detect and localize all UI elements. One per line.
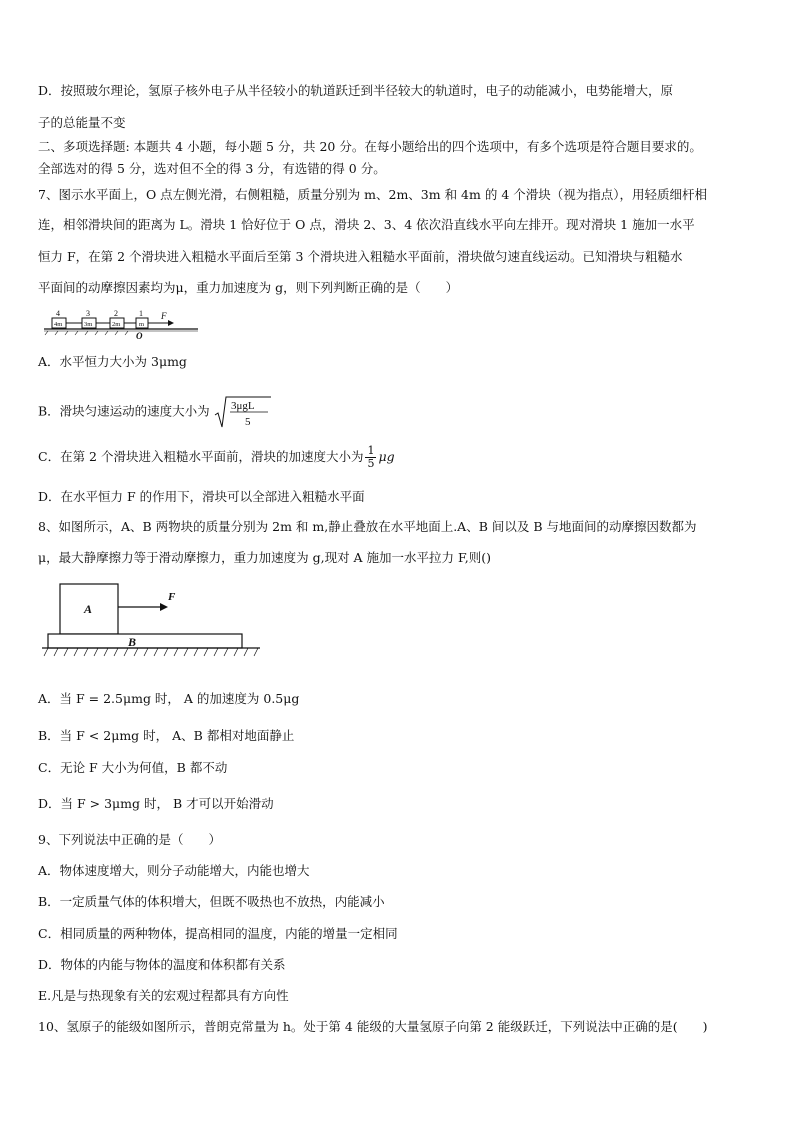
- q8-stem-line2: μ，最大静摩擦力等于滑动摩擦力，重力加速度为 g,现对 A 施加一水平拉力 F,则(): [38, 550, 491, 565]
- q9-option-d: D．物体的内能与物体的温度和体积都有关系: [38, 957, 286, 972]
- q7-stem-line1: 7、图示水平面上，O 点左侧光滑，右侧粗糙，质量分别为 m、2m、3m 和 4m 的 4 个滑块（视为指点），用轻质细杆相: [38, 187, 707, 202]
- q8-fig-force-label: F: [168, 591, 176, 603]
- q7-figure: [40, 307, 200, 341]
- q7-fig-force-label: F: [161, 311, 167, 321]
- q7-fig-box-4m: 4m: [54, 321, 63, 328]
- q7-option-c-unit: μg: [378, 449, 395, 464]
- q7-fig-origin-label: O: [136, 331, 143, 341]
- section2-instructions-line2: 全部选对的得 5 分，选对但不全的得 3 分，有选错的得 0 分。: [38, 161, 386, 176]
- q7-option-b-text: B．滑块匀速运动的速度大小为: [38, 403, 210, 419]
- q8-stem-line1: 8、如图所示，A、B 两物块的质量分别为 2m 和 m,静止叠放在水平地面上.A、B 间以及 B 与地面间的动摩擦因数都为: [38, 519, 697, 534]
- q7-fig-box-3m: 3m: [84, 321, 93, 328]
- q8-option-d: D．当 F > 3μmg 时， B 才可以开始滑动: [38, 796, 274, 811]
- q7-option-b: [38, 395, 272, 429]
- q8-figure: [42, 578, 264, 664]
- q7-option-c-fraction: [365, 445, 376, 470]
- q8-fig-block-a-label: A: [84, 602, 93, 616]
- q7-option-d: D．在水平恒力 F 的作用下，滑块可以全部进入粗糙水平面: [38, 489, 365, 504]
- q7-fig-box-m: m: [139, 321, 145, 328]
- q9-stem: 9、下列说法中正确的是（ ）: [38, 832, 221, 847]
- q7-option-c: [38, 442, 395, 472]
- q6-option-d-line2: 子的总能量不变: [38, 115, 126, 130]
- q7-option-a: A．水平恒力大小为 3μmg: [38, 354, 187, 369]
- q7-option-c-numerator: 1: [367, 444, 375, 457]
- section2-instructions-line1: 二、多项选择题: 本题共 4 小题，每小题 5 分，共 20 分。在每小题给出的四个选项中，有多个选项是符合题目要求的。: [38, 139, 702, 154]
- q8-fig-block-b-label: B: [128, 635, 137, 649]
- q8-option-c: C．无论 F 大小为何值，B 都不动: [38, 760, 228, 775]
- q7-fig-number-3: 3: [86, 309, 90, 318]
- q10-stem: 10、氢原子的能级如图所示，普朗克常量为 h。处于第 4 能级的大量氢原子向第 2 能级跃迁，下列说法中正确的是( ): [38, 1019, 708, 1034]
- q8-option-a: A．当 F = 2.5μmg 时， A 的加速度为 0.5μg: [38, 691, 300, 706]
- q7-fig-box-2m: 2m: [112, 321, 121, 328]
- q9-option-b: B．一定质量气体的体积增大，但既不吸热也不放热，内能减小: [38, 894, 385, 909]
- q7-option-b-sqrt: [214, 395, 272, 429]
- q7-option-c-text: C．在第 2 个滑块进入粗糙水平面前，滑块的加速度大小为: [38, 449, 364, 464]
- q9-option-c: C．相同质量的两种物体，提高相同的温度，内能的增量一定相同: [38, 926, 398, 941]
- q7-stem-line4: 平面间的动摩擦因素均为μ，重力加速度为 g，则下列判断正确的是（ ）: [38, 280, 459, 295]
- q7-option-b-numerator: 3μgL: [230, 400, 255, 412]
- q7-option-b-denominator: 5: [244, 416, 251, 428]
- q6-option-d-line1: D．按照玻尔理论，氢原子核外电子从半径较小的轨道跃迁到半径较大的轨道时，电子的动能减小，电势能增大，原: [38, 83, 674, 98]
- q8-option-b: B．当 F < 2μmg 时， A、B 都相对地面静止: [38, 728, 295, 743]
- q7-stem-line2: 连，相邻滑块间的距离为 L。滑块 1 恰好位于 O 点，滑块 2、3、4 依次沿直线水平向左排开。现对滑块 1 施加一水平: [38, 217, 695, 232]
- q7-fig-number-1: 1: [139, 309, 143, 318]
- q7-fig-number-2: 2: [114, 309, 118, 318]
- q9-option-a: A．物体速度增大，则分子动能增大，内能也增大: [38, 863, 310, 878]
- q7-option-c-denominator: 5: [367, 457, 375, 470]
- q9-option-e: E.凡是与热现象有关的宏观过程都具有方向性: [38, 988, 289, 1003]
- q7-stem-line3: 恒力 F，在第 2 个滑块进入粗糙水平面后至第 3 个滑块进入粗糙水平面前，滑块做匀速直线运动。已知滑块与粗糙水: [38, 249, 683, 264]
- q7-fig-number-4: 4: [56, 309, 60, 318]
